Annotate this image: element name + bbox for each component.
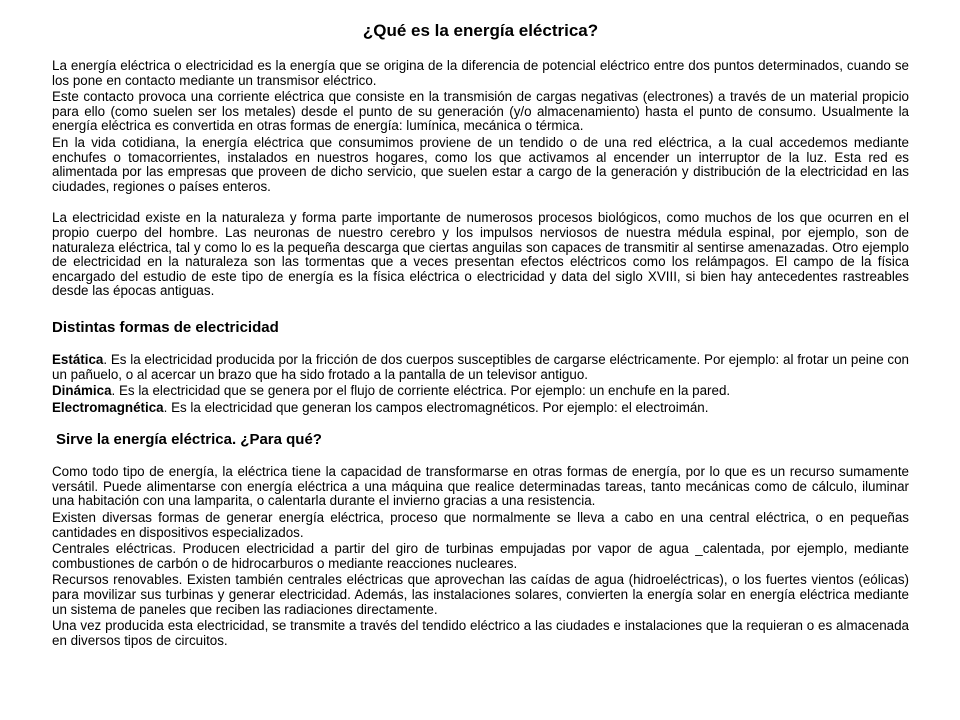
intro-paragraph-3: En la vida cotidiana, la energía eléctrica que consumimos proviene de un tendido o de una red eléctrica, a la cual accedemos mediante enchufes o tomacorrientes, instalados en nuestros hogares, como los que activamos al encender un interruptor de la luz. Esta red es alimentada por las empresas que proveen de dicho servicio, que suelen estar a cargo de la generación y distribución de la electricidad en las ciudades, regiones o países enteros. xyxy=(52,134,909,194)
form-text-dynamic: . Es la electricidad que se genera por el flujo de corriente eléctrica. Por ejemplo: un enchufe en la pared. xyxy=(111,383,731,399)
page-title: ¿Qué es la energía eléctrica? xyxy=(362,21,599,40)
form-item-electromagnetic xyxy=(52,401,909,416)
form-text-static: . Es la electricidad producida por la fricción de dos cuerpos susceptibles de cargarse eléctricamente. Por ejemplo: al frotar un peine con un pañuelo, o al acercar un brazo que ha sido frotado a la pantalla de un televisor antiguo. xyxy=(52,351,909,382)
form-term-dynamic: Dinámica xyxy=(52,383,112,399)
form-term-electromagnetic: Electromagnética xyxy=(52,399,164,415)
uses-paragraph-1: Como todo tipo de energía, la eléctrica tiene la capacidad de transformarse en otras formas de energía, por lo que es un recurso sumamente versátil. Puede alimentarse con energía eléctrica a una máquina que realice determinadas tareas, tanto mecánicas como de cálculo, iluminar una habitación con una lamparita, o calentarla durante el invierno gracias a una resistencia. xyxy=(52,464,909,509)
forms-section-heading: Distintas formas de electricidad xyxy=(52,318,279,336)
uses-section-heading: Sirve la energía eléctrica. ¿Para qué? xyxy=(56,431,322,449)
uses-paragraph-3: Centrales eléctricas. Producen electricidad a partir del giro de turbinas empujadas por vapor de agua _calentada, por ejemplo, mediante combustiones de carbón o de hidrocarburos o mediante reacciones nucleares. xyxy=(52,541,909,571)
form-term-static: Estática xyxy=(52,351,104,367)
form-item-static xyxy=(52,353,909,382)
uses-paragraph-4: Recursos renovables. Existen también centrales eléctricas que aprovechan las caídas de agua (hidroeléctricas), o los fuertes vientos (eólicas) para movilizar sus turbinas y generar electricidad. Además, las instalaciones solares, convierten la energía solar en energía eléctrica mediante un sistema de paneles que reciben las radiaciones directamente. xyxy=(52,572,909,617)
form-item-dynamic xyxy=(52,384,909,399)
nature-paragraph: La electricidad existe en la naturaleza y forma parte importante de numerosos procesos biológicos, como muchos de los que ocurren en el propio cuerpo del hombre. Las neuronas de nuestro cerebro y los impulsos nerviosos de nuestra médula espinal, por ejemplo, son de naturaleza eléctrica, tal y como lo es la pequeña descarga que ciertas anguilas son capaces de transmitir al sentirse amenazadas. Otro ejemplo de electricidad en la naturaleza son las tormentas que a veces presentan efectos eléctricos como los relámpagos. El campo de la física encargado del estudio de este tipo de energía es la física eléctrica o electricidad y data del siglo XVIII, si bien hay antecedentes rastreables desde las épocas antiguas. xyxy=(52,210,909,299)
form-text-electromagnetic: . Es la electricidad que generan los campos electromagnéticos. Por ejemplo: el electroimán. xyxy=(163,399,709,415)
document-page xyxy=(52,20,909,648)
uses-paragraph-5: Una vez producida esta electricidad, se transmite a través del tendido eléctrico a las ciudades e instalaciones que la requieran o es almacenada en diversos tipos de circuitos. xyxy=(52,618,909,648)
uses-paragraph-2: Existen diversas formas de generar energía eléctrica, proceso que normalmente se lleva a cabo en una central eléctrica, o en pequeñas cantidades en dispositivos especializados. xyxy=(52,510,909,540)
intro-paragraph-1: La energía eléctrica o electricidad es la energía que se origina de la diferencia de potencial eléctrico entre dos puntos determinados, cuando se los pone en contacto mediante un transmisor eléctrico. xyxy=(52,58,909,88)
intro-paragraph-2: Este contacto provoca una corriente eléctrica que consiste en la transmisión de cargas negativas (electrones) a través de un material propicio para ello (como suelen ser los metales) desde el punto de su generación (y/o almacenamiento) hasta el punto de consumo. Usualmente la energía eléctrica es convertida en otras formas de energía: lumínica, mecánica o térmica. xyxy=(52,89,909,134)
